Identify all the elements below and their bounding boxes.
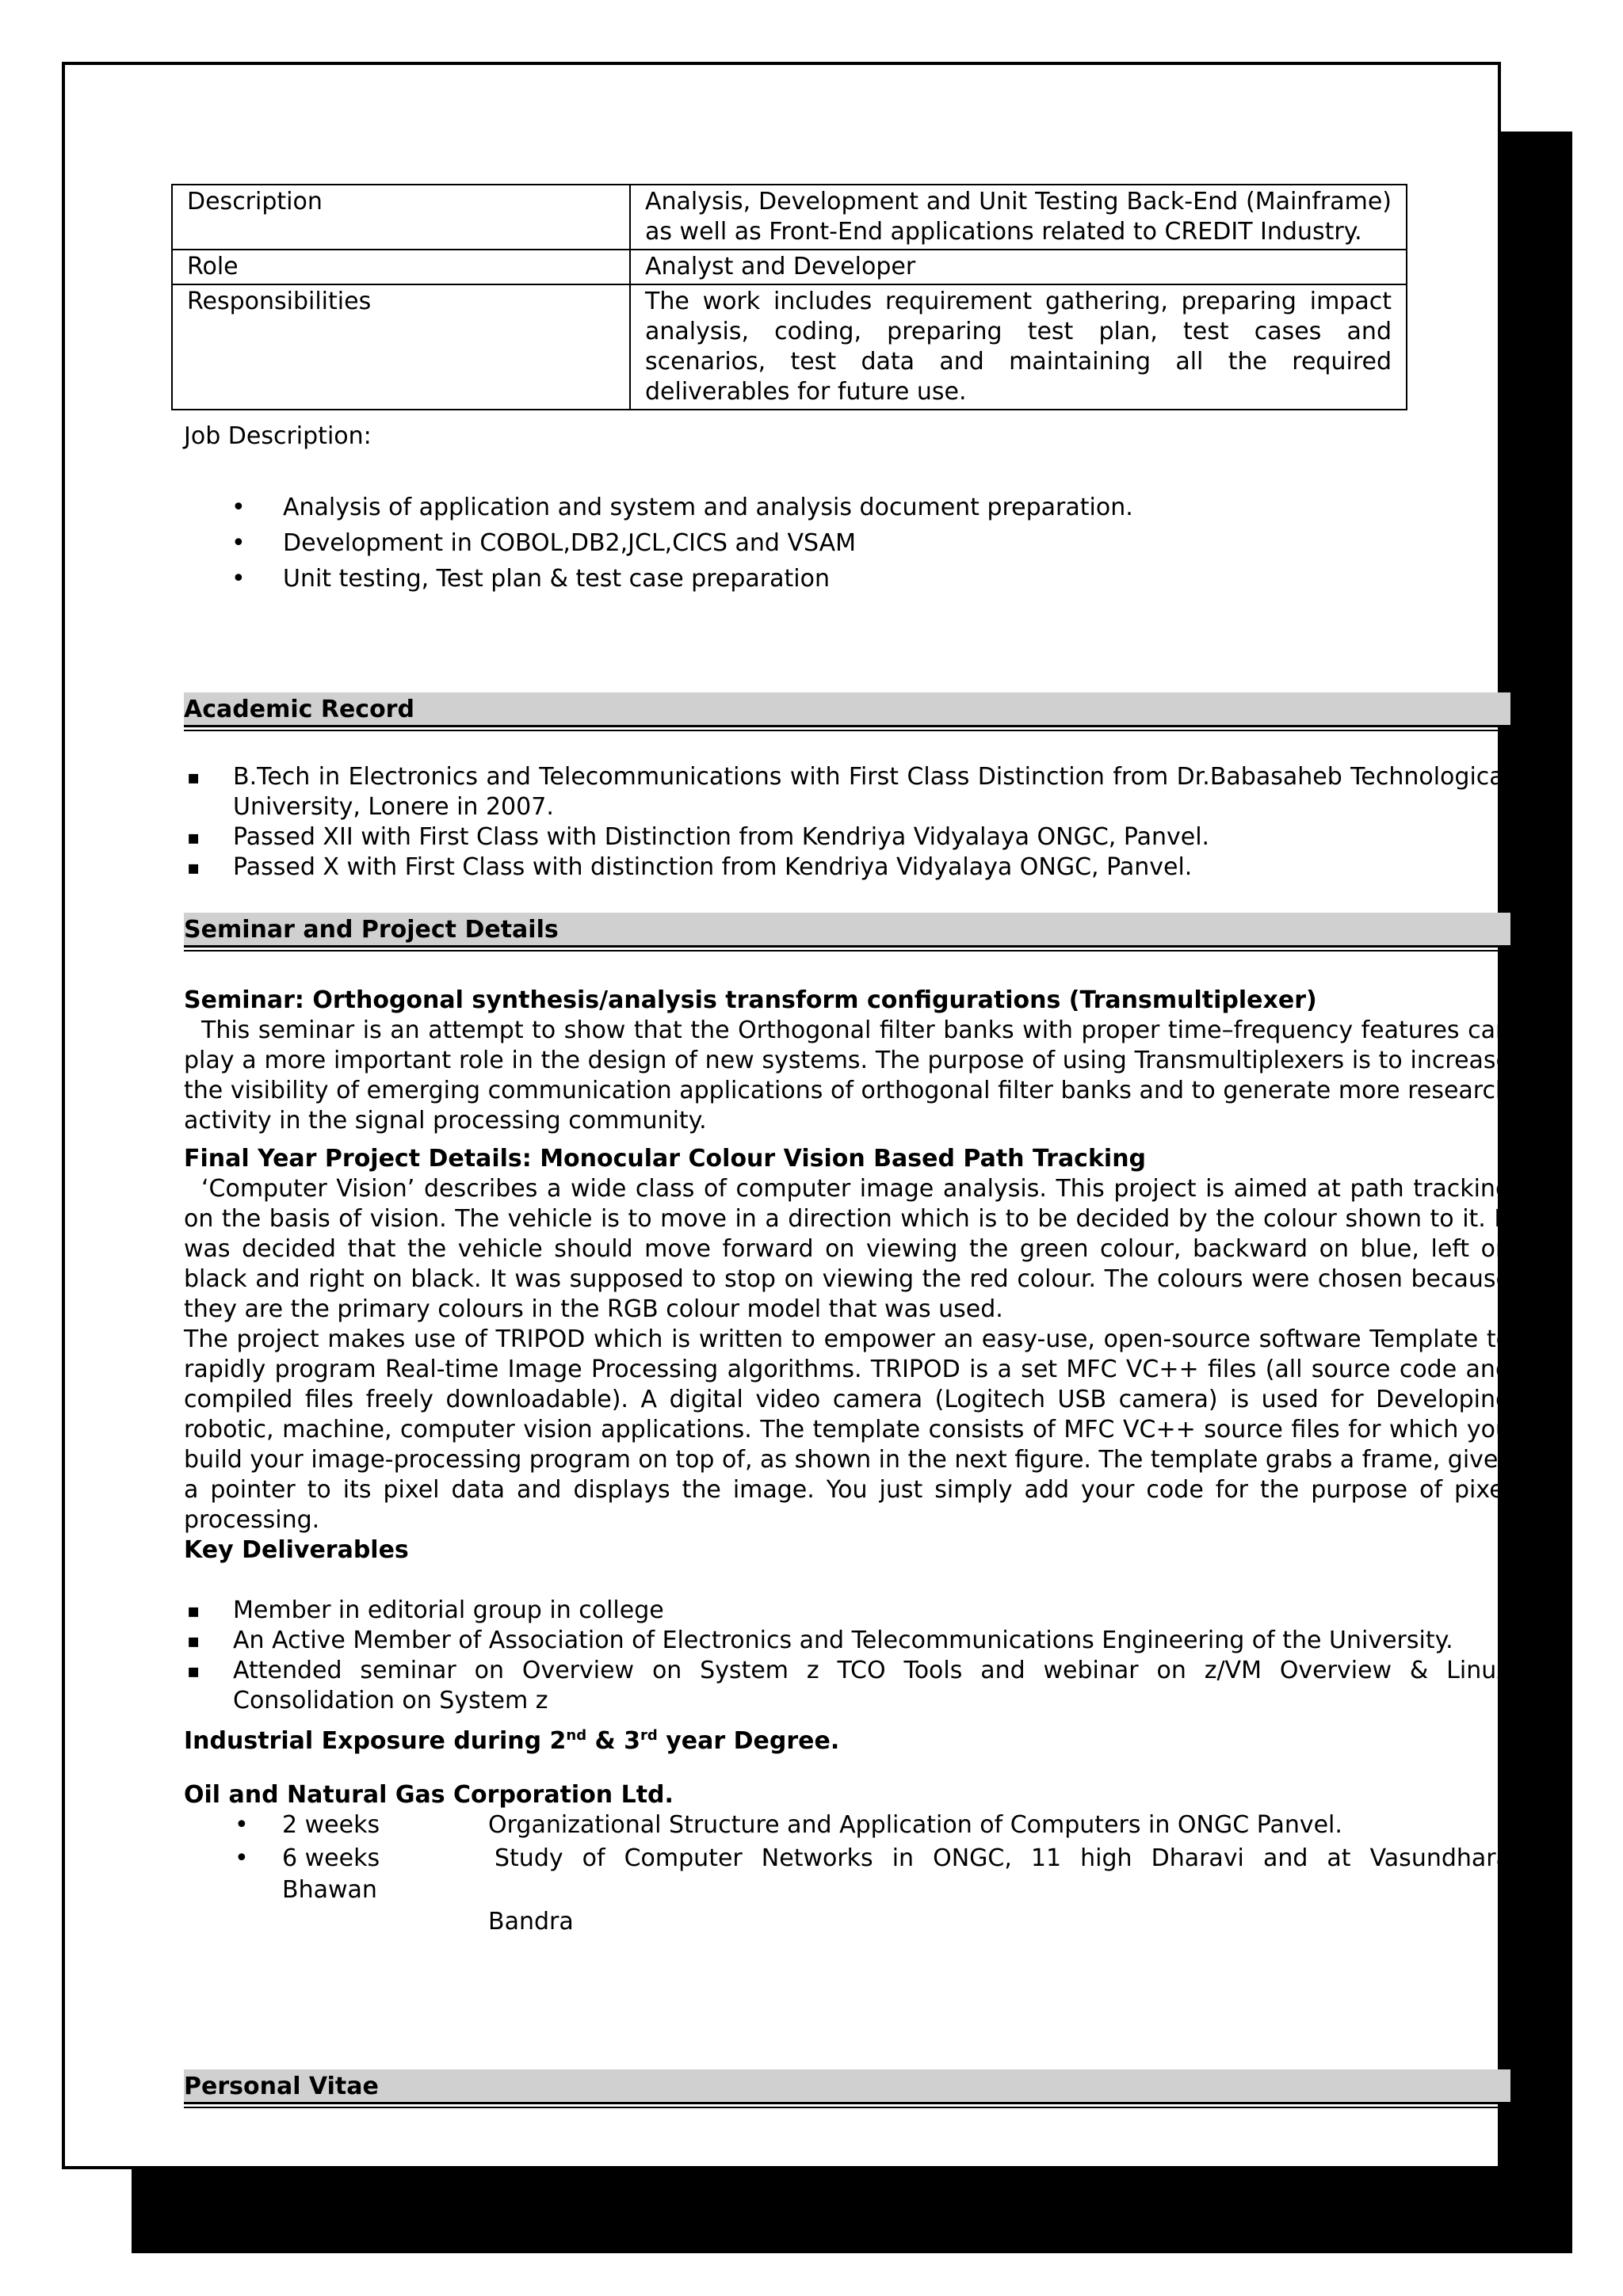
- list-item: [184, 1842, 1510, 1937]
- bullet-icon: •: [235, 1844, 249, 1872]
- key-deliverables-title: Key Deliverables: [184, 1536, 409, 1564]
- list-item: • Unit testing, Test plan & test case preparation: [231, 565, 830, 593]
- project-title: Final Year Project Details: Monocular Colour Vision Based Path Tracking: [184, 1145, 1147, 1173]
- document-page: [62, 62, 1510, 2169]
- seminar-text: This seminar is an attempt to show that the Orthogonal filter banks with proper time–frequency features can play a more important role in the design of new systems. The purpose of using Transmultiplexers is to increase the visibility of emerging communication applications of orthogonal filter banks and to generate more research activity in the signal processing community.: [184, 1016, 1510, 1135]
- project-details-table: [171, 184, 1407, 410]
- bullet-icon: •: [231, 529, 246, 557]
- list-item: ▪ B.Tech in Electronics and Telecommunications with First Class Distinction from Dr.Babasaheb Technological University, Lonere in 2007.: [187, 763, 1510, 821]
- project-text-2: The project makes use of TRIPOD which is written to empower an easy-use, open-source software Template to rapidly program Real-time Image Processing algorithms. TRIPOD is a set MFC VC++ files (all source code and compiled files freely downloadable). A digital video camera (Logitech USB camera) is used for Developing robotic, machine, computer vision applications. The template consists of MFC VC++ source files for which you build your image-processing program on top of, as shown in the next figure. The template grabs a frame, gives a pointer to its pixel data and displays the image. You just simply add your code for the purpose of pixel processing.: [184, 1325, 1510, 1534]
- job-description-list: [184, 493, 1510, 600]
- square-bullet-icon: ▪: [187, 1600, 200, 1622]
- exposure-text: Study of Computer Networks in ONGC, 11 high Dharavi and at Vasundhara: [495, 1844, 1510, 1872]
- industrial-exposure-title: Industrial Exposure during 2nd & 3rd year Degree.: [184, 1727, 840, 1755]
- list-item: • Development in COBOL,DB2,JCL,CICS and VSAM: [231, 529, 857, 557]
- square-bullet-icon: ▪: [187, 856, 200, 879]
- responsibilities-key: Responsibilities: [172, 284, 630, 410]
- table-row: [172, 185, 1407, 250]
- square-bullet-icon: ▪: [187, 1630, 200, 1652]
- table-row: [172, 250, 1407, 284]
- seminar-title: Seminar: Orthogonal synthesis/analysis transform configurations (Transmultiplexer): [184, 986, 1317, 1014]
- responsibilities-value: The work includes requirement gathering, preparing impact analysis, coding, preparing test plan, test cases and scenarios, test data and maintaining all the required deliverables for future use.: [630, 284, 1407, 410]
- role-value: Analyst and Developer: [630, 250, 1407, 284]
- industrial-exposure-list: [184, 1810, 1510, 1937]
- list-item: ▪ Passed X with First Class with distinction from Kendriya Vidyalaya ONGC, Panvel.: [187, 853, 1193, 881]
- square-bullet-icon: ▪: [187, 826, 200, 849]
- bullet-icon: •: [235, 1811, 249, 1839]
- personal-vitae-heading: Personal Vitae: [184, 2069, 1510, 2104]
- square-bullet-icon: ▪: [187, 1660, 200, 1682]
- job-description-label: Job Description:: [184, 422, 372, 450]
- square-bullet-icon: ▪: [187, 766, 200, 788]
- table-row: [172, 284, 1407, 410]
- exposure-text-continued-2: Bandra: [488, 1908, 574, 1936]
- academic-record-heading: Academic Record: [184, 692, 1510, 727]
- list-item: ▪ Passed XII with First Class with Distinction from Kendriya Vidyalaya ONGC, Panvel.: [187, 823, 1210, 851]
- exposure-text: Organizational Structure and Application of Computers in ONGC Panvel.: [488, 1811, 1342, 1839]
- project-text-1: ‘Computer Vision’ describes a wide class of computer image analysis. This project is aimed at path tracking on the basis of vision. The vehicle is to move in a direction which is to be decided by the colour shown to it. It was decided that the vehicle should move forward on viewing the green colour, backward on blue, left on black and right on black. It was supposed to stop on viewing the red colour. The colours were chosen because they are the primary colours in the RGB colour model that was used.: [184, 1175, 1510, 1323]
- description-key: Description: [172, 185, 630, 250]
- company-name: Oil and Natural Gas Corporation Ltd.: [184, 1781, 674, 1809]
- weeks-label: 6 weeks: [282, 1844, 380, 1872]
- key-deliverables-list: [184, 1596, 1510, 1716]
- bullet-icon: •: [231, 565, 246, 593]
- academic-record-list: [184, 762, 1510, 883]
- list-item: ▪ An Active Member of Association of Electronics and Telecommunications Engineering of the University.: [187, 1627, 1453, 1654]
- list-item: • Analysis of application and system and analysis document preparation.: [231, 494, 1133, 521]
- weeks-label: 2 weeks: [282, 1811, 380, 1839]
- bullet-icon: •: [231, 494, 246, 521]
- seminar-project-heading: Seminar and Project Details: [184, 913, 1510, 948]
- description-value: Analysis, Development and Unit Testing Back-End (Mainframe) as well as Front-End applications related to CREDIT Industry.: [630, 185, 1407, 250]
- role-key: Role: [172, 250, 630, 284]
- exposure-text-continued: Bhawan: [282, 1876, 377, 1904]
- list-item: [184, 1810, 1510, 1842]
- list-item: ▪ Member in editorial group in college: [187, 1596, 664, 1624]
- list-item: ▪ Attended seminar on Overview on System z TCO Tools and webinar on z/VM Overview & Linux Consolidation on System z: [187, 1657, 1510, 1714]
